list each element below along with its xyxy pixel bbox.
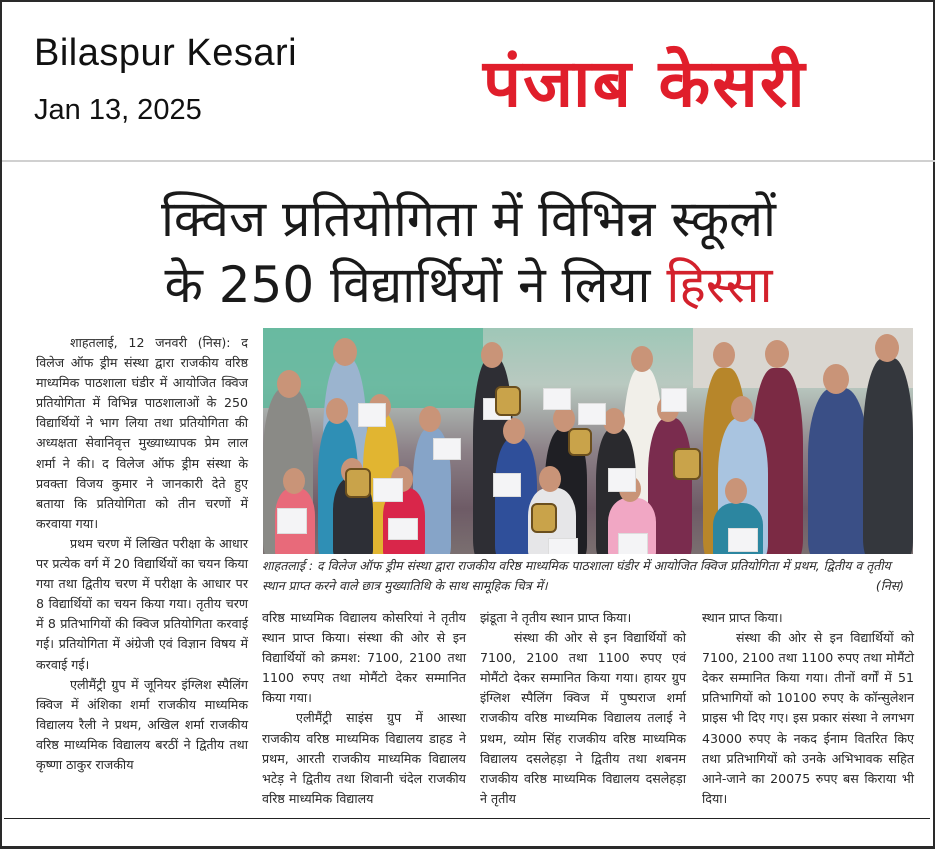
person-head <box>283 468 305 494</box>
article-column-2 <box>262 608 466 809</box>
person-head <box>875 334 899 362</box>
publication-name: Bilaspur Kesari <box>34 32 298 74</box>
person <box>863 358 913 554</box>
publication-date: Jan 13, 2025 <box>34 94 202 126</box>
certificate <box>388 518 418 540</box>
caption-credit: (निस) <box>875 578 904 593</box>
article-column-4 <box>702 608 914 809</box>
article-column-1 <box>36 333 248 775</box>
certificate <box>493 473 521 497</box>
article-column-3 <box>480 608 686 809</box>
person-head <box>765 340 789 368</box>
person <box>808 388 868 554</box>
certificate <box>618 533 648 554</box>
person-head <box>713 342 735 368</box>
clipping-header <box>0 0 937 162</box>
certificate <box>543 388 571 410</box>
article-headline <box>0 186 937 318</box>
paragraph: स्थान प्राप्त किया। <box>702 610 783 625</box>
headline-line-2-text: के 250 विद्यार्थियों ने लिया <box>164 256 667 314</box>
paragraph: संस्था की ओर से इन विद्यार्थियों को 7100, 2100 तथा 1100 रुपए एवं मोमैंटो देकर सम्मानित किया गया। हायर ग्रुप इंग्लिश स्पैलिंग क्विज में पुष्पराज शर्मा राजकीय वरिष्ठ माध्यमिक विद्यालय तलाई ने प्रथम, व्योम सिंह राजकीय वरिष्ठ माध्यमिक विद्यालय दसलेहड़ा ने द्वितीय तथा शबनम राजकीय वरिष्ठ माध्यमिक विद्यालय दसलेहड़ा ने तृतीय <box>480 630 686 806</box>
person-head <box>539 466 561 492</box>
paragraph: शाहतलाई, 12 जनवरी (निस): द विलेज ऑफ ड्रीम संस्था द्वारा राजकीय वरिष्ठ माध्यमिक पाठशाला घंडीर में आयोजित क्विज प्रतियोगिता में विभिन्न पाठशालाओं के 250 विद्यार्थियों ने भाग लिया तथा प्रतियोगिता की अध्यक्षता सेवानिवृत्त मुख्याध्यापक प्रेम लाल शर्मा ने की। द विलेज ऑफ ड्रीम संस्था के प्रवक्ता विजय कुमार ने जानकारी देते हुए बताया कि प्रतियोगिता को तीन चरणों में करवाया गया। <box>36 335 248 531</box>
certificate <box>433 438 461 460</box>
certificate <box>358 403 386 427</box>
certificate <box>277 508 307 534</box>
photo-caption <box>262 556 914 596</box>
certificate <box>661 388 687 412</box>
person-head <box>326 398 348 424</box>
paragraph: झंडूता ने तृतीय स्थान प्राप्त किया। <box>480 610 632 625</box>
paragraph: एलीमैंट्री साइंस ग्रुप में आस्था राजकीय वरिष्ठ माध्यमिक विद्यालय डाहड ने प्रथम, आरती राजकीय माध्यमिक विद्यालय भटेड़ ने द्वितीय तथा शिवानी चंदेल राजकीय वरिष्ठ माध्यमिक विद्यालय <box>262 710 466 806</box>
person-head <box>603 408 625 434</box>
paragraph: प्रथम चरण में लिखित परीक्षा के आधार पर प्रत्येक वर्ग में 20 विद्यार्थियों का चयन किया गया तथा द्वितीय चरण में परीक्षा के आधार पर 8 विद्यार्थियों का चयन किया गया। तृतीय चरण में 8 प्रतिभागियों की क्विज प्रतियोगिता करवाई गई। प्रतियोगिता में अंग्रेजी एवं विज्ञान विषय में करवाई गई। <box>36 535 248 672</box>
trophy-plaque <box>495 386 521 416</box>
person-head <box>277 370 301 398</box>
header-divider <box>2 160 935 162</box>
certificate <box>608 468 636 492</box>
trophy-plaque <box>568 428 592 456</box>
bottom-divider <box>4 818 930 819</box>
certificate <box>373 478 403 502</box>
trophy-plaque <box>531 503 557 533</box>
person-head <box>481 342 503 368</box>
certificate <box>728 528 758 552</box>
headline-line-1: क्विज प्रतियोगिता में विभिन्न स्कूलों <box>160 190 777 248</box>
person-head <box>333 338 357 366</box>
person-head <box>631 346 653 372</box>
certificate <box>578 403 606 425</box>
person-head <box>823 364 849 394</box>
trophy-plaque <box>345 468 371 498</box>
paragraph: संस्था की ओर से इन विद्यार्थियों को 7100, 2100 तथा 1100 रुपए तथा मोमैंटो देकर सम्मानित किया गया। तीनों वर्गों में 51 प्रतिभागियों को 10100 रुपए के कॉन्सुलेशन प्राइस भी दिए गए। इस प्रकार संस्था ने लगभग 43000 रुपए के नकद ईनाम वितरित किए तथा प्रतिभागियों को उनके अभिभावक सहित आने-जाने का 20075 रुपए बस किराया भी दिया। <box>702 630 914 806</box>
person-head <box>725 478 747 504</box>
headline-highlight: हिस्सा <box>666 256 773 314</box>
person-head <box>503 418 525 444</box>
group-photo <box>263 328 913 554</box>
caption-text: शाहतलाई : द विलेज ऑफ ड्रीम संस्था द्वारा राजकीय वरिष्ठ माध्यमिक पाठशाला घंडीर में आयोजित क्विज प्रतियोगिता में प्रथम, द्वितीय व तृतीय स्थान प्राप्त करने वाले छात्र मुख्यातिथि के साथ सामूहिक चित्र में। <box>262 558 891 593</box>
paragraph: एलीमैंट्री ग्रुप में जूनियर इंग्लिश स्पैलिंग क्विज में अंशिका शर्मा राजकीय माध्यमिक विद्यालय रैली ने प्रथम, अखिल शर्मा राजकीय वरिष्ठ माध्यमिक विद्यालय बरठीं ने द्वितीय तथा कृष्णा ठाकुर राजकीय <box>36 676 248 772</box>
person-head <box>731 396 753 422</box>
trophy-plaque <box>673 448 701 480</box>
headline-line-2 <box>0 252 937 318</box>
paragraph: वरिष्ठ माध्यमिक विद्यालय कोसरियां ने तृतीय स्थान प्राप्त किया। संस्था की ओर से इन विद्यार्थियों को क्रमश: 7100, 2100 तथा 1100 रुपए तथा मोमैंटो देकर सम्मानित किया गया। <box>262 610 466 706</box>
certificate <box>548 538 578 554</box>
person-head <box>419 406 441 432</box>
punjab-kesari-logo: पंजाब केसरी <box>482 45 807 122</box>
